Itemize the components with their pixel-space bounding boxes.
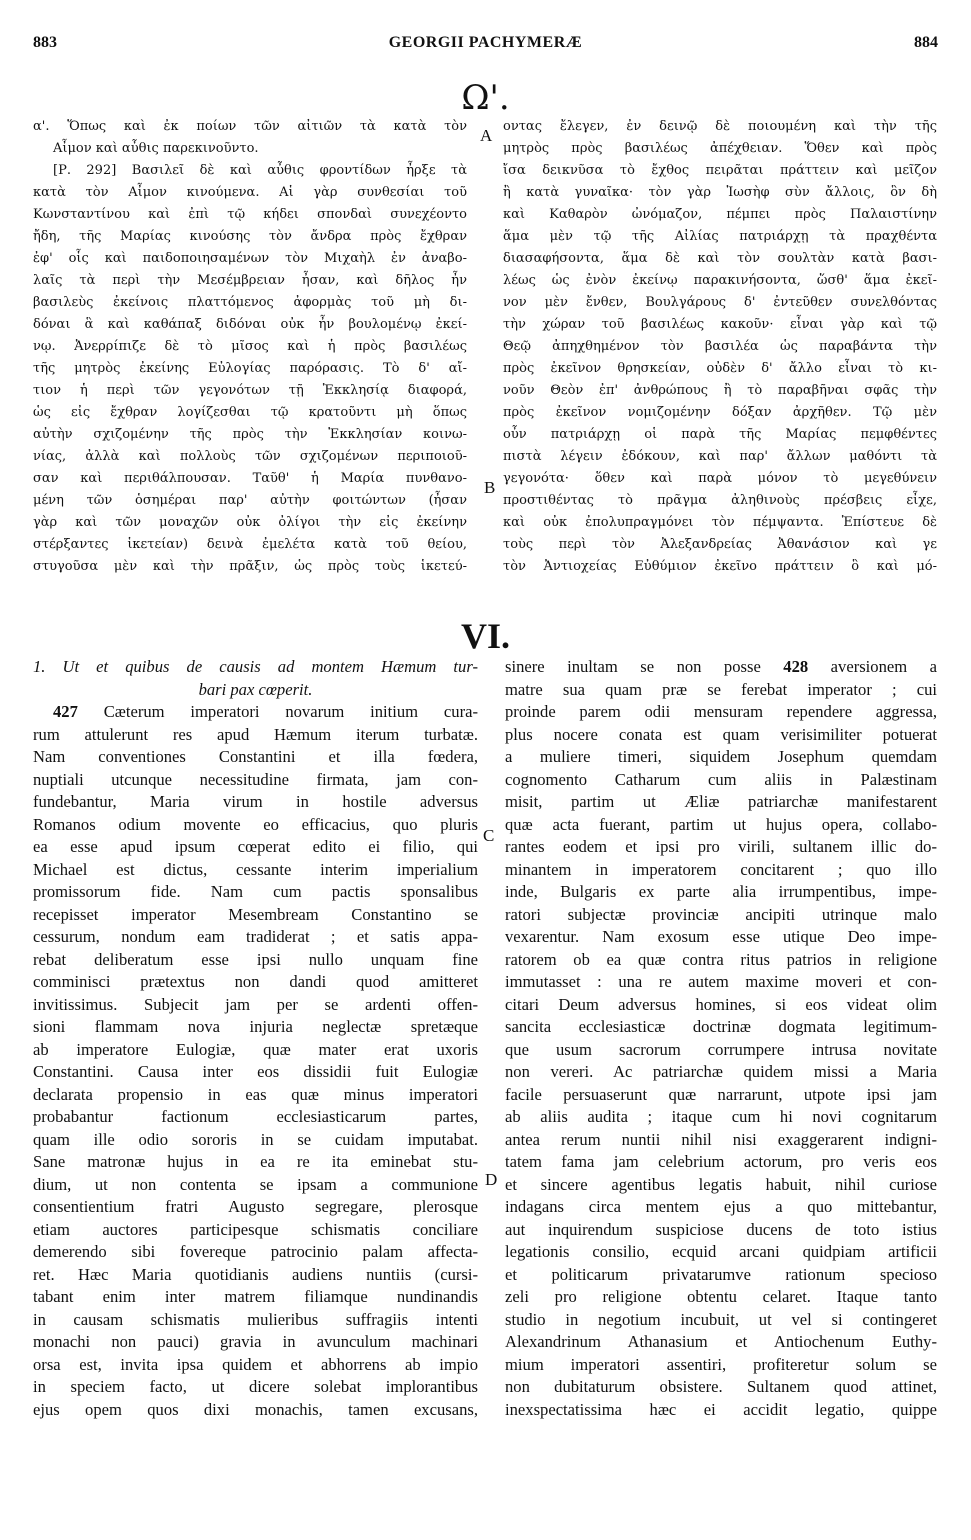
text-line: cognomento Catharum cum aliis in Palæstinam	[505, 769, 937, 789]
text-line: fundebantur, Maria virum in hostile adversus	[33, 792, 478, 811]
text-line: Michael est dictus, cessante interim imperialium	[33, 859, 478, 879]
text-line: πρὸς ἐκεῖνον θρησκείαν, οὐδὲν δ' ἄλλο εἶναι τὸ κι-	[503, 361, 937, 376]
text-line: ὡς εἰς ἔχθραν λογίζεσθαι τῷ κρατοῦντι μὴ ὅπως	[33, 405, 467, 420]
text-line: quam ille odio sororis in se cuidam imputabat.	[33, 1129, 478, 1149]
text-line: Θεῷ ἀπηχθημένον τὸν βασιλέα ὡς παραβάντα τὴν	[503, 339, 937, 354]
text-line: minantem in imperatorem concitarent ; quo illo	[505, 859, 937, 879]
text-line: inexspectatissima hæc ei accidit legatio, quippe	[505, 1399, 937, 1419]
text-line: μένη τῶν ὁσημέραι παρ' αὐτὴν φοιτώντων (ἦσαν	[33, 493, 467, 508]
text-line: λέως ὡς ἐνὸν ἐκείνῳ παρακινήσοντα, ὥσθ' ἅμα ἐκεῖ-	[503, 273, 937, 288]
section-number: 428	[783, 657, 809, 676]
latin-column-left	[33, 656, 478, 1421]
text-line: orsa est, invita ipsa quidem et abhorrens ab impio	[33, 1354, 478, 1374]
text-line: nuptiali utcunque necessitudine firmata, jam con-	[33, 769, 478, 789]
text-line: ab imperatore Eulogiæ, quæ mater erat uxoris	[33, 1039, 478, 1059]
text-line: mium imperatori assentiri, profiteretur solum se	[505, 1354, 937, 1374]
text-line: non vereri. Ac patriarchæ quidem missi a Maria	[505, 1062, 937, 1081]
latin-book-heading: VI.	[460, 616, 510, 656]
text-line: οὖν πατριάρχῃ οἱ παρὰ τῆς Μαρίας πεμφθέντες	[503, 427, 937, 442]
text-line: α'. Ὅπως καὶ ἐκ ποίων τῶν αἰτιῶν τὰ κατὰ τὸν	[33, 119, 467, 134]
text-line: τιον ἡ περὶ τῶν γεγονότων τῇ Ἐκκλησίᾳ διαφορά,	[33, 383, 467, 398]
margin-letter-c: C	[483, 826, 495, 845]
page-number-left: 883	[33, 34, 57, 51]
text-line: inde, Bulgaris ex parte alia irrumpentibus, impe-	[505, 882, 937, 901]
text-line: ab aliis audita ; itaque cum hi novi cognitarum	[505, 1107, 937, 1126]
text-line: Αἶμον καὶ αὖθις παρεκινοῦντο.	[53, 141, 259, 156]
text-line: βασιλεὺς ἐκείνοις πλαττόμενος ἀφορμὰς τοῦ μὴ δι-	[33, 295, 467, 310]
text-line: tatem fama jam celebrium actorum, pro veris eos	[505, 1152, 937, 1171]
text-line: πιστὰ λέγειν ἐδόκουν, καὶ παρ' ἄλλων μαθόντι τὰ	[503, 449, 937, 464]
text-line: comminisci prætextus non dandi quod amitteret	[33, 972, 478, 991]
text-line: proinde parem odii mensuram rependere aggressa,	[505, 702, 937, 721]
text-line: καὶ οὐκ ἐπολυπραγμόνει τὸν πέμψαντα. Ἐπίστευε δὲ	[503, 515, 937, 530]
text-line: ejus opem quos dixi monachis, tamen excusans,	[33, 1399, 478, 1419]
text-line: οντας ἔλεγεν, ἐν δεινῷ δὲ ποιουμένη καὶ τὴν τῆς	[503, 119, 937, 134]
text-line: promissorum fide. Nam cum pactis sponsalibus	[33, 882, 478, 901]
text-line: νίας, ἀλλὰ καὶ πολλοὺς τῶν σχιζομένων περιποιοῦ-	[33, 449, 467, 464]
text-line: ἐφ' οἷς καὶ παιδοποιησαμένων τὸν Μιχαὴλ ἐν ἀναβο-	[33, 251, 467, 266]
text-line: cessurum, nondum eam tradiderat ; et satis appa-	[33, 927, 478, 946]
greek-column-right	[503, 116, 937, 578]
text-line: Κωνσταντίνου καὶ ἐπὶ τῷ κήδει σπονδαὶ συνεχέοντο	[33, 207, 467, 222]
text-line: προστιθέντας τὸ πρᾶγμα ἀληθινοὺς πρέσβεις εἶχε,	[503, 493, 937, 508]
text-line: Alexandrinum Athanasium et Antiochenum Euthy-	[505, 1332, 937, 1351]
text-line: antea rerum nuntii nihil nisi exaggerarent indigni-	[505, 1129, 937, 1149]
text-line: rum attulerunt res apud Hæmum iterum turbatæ.	[33, 724, 478, 744]
page-number-right: 884	[914, 34, 938, 51]
section-number: 427	[53, 702, 78, 721]
text-line: a muliere timeri, siquidem Josephum quemdam	[505, 747, 937, 766]
text-line: non dubitaturum obsistere. Sultanem quod attinet,	[505, 1377, 937, 1396]
text-line: στέρξαντες ἱκετείαν) δεινὰ ἐμελέτα κατὰ τοῦ θείου,	[33, 537, 467, 552]
text-line: ea esse apud ipsum cœperat edito ei filio, qui	[33, 837, 478, 856]
text-line: misit, partim ut Æliæ patriarchæ manifestarent	[505, 792, 937, 811]
text-line: ἤδη, τῆς Μαρίας κινούσης τὸν ἄνδρα πρὸς ἔχθραν	[33, 229, 467, 244]
text-line: matre sua quam præ se ferebat imperator ; cui	[505, 679, 937, 699]
text-line: νον μὲν ἔνθεν, Βουλγάρους δ' ἐντεῦθεν συνελθόντας	[503, 295, 937, 310]
text-line: sioni flammam nova injuria neglectæ spretæque	[33, 1017, 478, 1036]
running-title: GEORGII PACHYMERÆ	[388, 34, 583, 51]
text-line: διασαφήσοντα, ἅμα δὲ καὶ τὸν σουλτὰν κατὰ βασι-	[503, 251, 937, 266]
text-line: στυγοῦσα μὲν καὶ τὴν πρᾶξιν, ὡς πρὸς τοὺς ἱκετεύ-	[33, 559, 467, 574]
text-line: facile persuaserunt quæ narrarunt, utpote ipsi jam	[505, 1084, 937, 1104]
text-line: δόναι ἃ καὶ καθάπαξ διδόναι οὐκ ἦν βουλομένῳ ἐκεί-	[33, 317, 467, 332]
text-line: in speciem facto, ut dicere solebat implorantibus	[33, 1377, 478, 1396]
text-line: in causam schismatis mulieribus suffragiis intenti	[33, 1309, 478, 1329]
greek-column-left	[33, 116, 467, 578]
text-line: ratori subjectæ provinciæ ancipiti utrinque malo	[505, 904, 937, 924]
text-line: τὸν Ἀντιοχείας Εὐθύμιον ἐκεῖνο πράττειν ὃ καὶ μό-	[503, 559, 937, 574]
text-line: ἢ κατὰ γυναῖκα· τὸν γὰρ Ἰωσὴφ σὺν ἄλλοις, ὃν δὴ	[503, 185, 937, 200]
text-line: et sincere agentibus legatis habuit, nihil curiose	[505, 1174, 937, 1194]
text-line: studio in negotium incubuit, ut vel si contingeret	[505, 1309, 937, 1329]
text-line: probabantur factionum ecclesiasticarum partes,	[33, 1107, 478, 1126]
text-line: μητρὸς πρὸς βασιλέως ἀπέχθειαν. Ὅθεν καὶ πρὸς	[503, 141, 937, 156]
text-line: καὶ Καθαρὸν ὠνόμαζον, πέμπει πρὸς Παλαιστίνην	[503, 207, 937, 222]
text-line: aut inquirendum suspiciose ducens de toto istius	[505, 1219, 937, 1239]
text-line: etiam auctores participesque schismatis conciliare	[33, 1219, 478, 1239]
text-line: vexarentur. Nam exosum esse utique Deo impe-	[505, 927, 937, 946]
text-line: rebat deliberatum esse ipsi nullo unquam fine	[33, 949, 478, 969]
text-line: σαν καὶ περιθάλπουσαν. Ταῦθ' ἡ Μαρία πυνθανο-	[33, 471, 467, 486]
margin-letter-d: D	[485, 1170, 498, 1189]
text-line: ἅμα μὲν τῷ τῆς Αἰλίας πατριάρχῃ τὰ πραχθέντα	[503, 229, 937, 244]
text-line: γὰρ καὶ τῶν μοναχῶν οὐκ ὀλίγοι τὴν εἰς ἐκείνην	[33, 515, 467, 530]
text-line: κατὰ τὸν Αἶμον κινούμενα. Αἱ γὰρ συνθεσίαι τοῦ	[33, 185, 467, 200]
text-line: νοῦν Θεὸν ἐπ' ἀνθρώπους ἢ τὸ παραβῆναι σφᾶς τὴν	[503, 383, 937, 398]
text-line: legationis consilio, ecquid arcani quidpiam artificii	[505, 1242, 937, 1261]
text-line: indagans circa mentem ejus a quo mittebantur,	[505, 1197, 937, 1216]
margin-letter-b: B	[484, 478, 496, 497]
text-line: sancita ecclesiasticæ doctrinæ dogmata legitimum-	[505, 1017, 937, 1036]
greek-book-heading: Ω'.	[461, 78, 510, 118]
text-line: τὴν χώραν τοῦ βασιλέως κακοῦν· εἶναι γὰρ καὶ τῷ	[503, 317, 937, 332]
text-line: plus nocere conata est quam verisimiliter potuerat	[505, 724, 937, 744]
text-line: ratorem ob ea quæ contra ritus patrios in religione	[505, 949, 937, 969]
text-line: ret. Hæc Maria quotidianis audiens nuntiis (cursi-	[33, 1264, 478, 1284]
text-line: que usum sacrorum corrumpere intrusa novitate	[505, 1039, 937, 1059]
text-line: consentientium fratri Augusto segregare, plerosque	[33, 1197, 478, 1216]
text-line: bari pax cœperit.	[198, 679, 313, 699]
text-line: immutasset : una re autem maxime moveri et con-	[505, 972, 937, 991]
text-line: Sane matronæ hujus in ea re ita eminebat stu-	[33, 1152, 478, 1171]
text-line: πρὸς ἐκεῖνον νομιζομένην δόξαν ἀρχῆθεν. Τῷ μὲν	[503, 405, 937, 420]
text-line: ἴσα δεικνῦσα τὸ ἔχθος πειρᾶται πράττειν καὶ μεῖζον	[503, 163, 937, 178]
text-line: zeli pro religione obtentu celaret. Itaque tanto	[505, 1287, 937, 1306]
text-line: sinere inultam se non posse 428 aversionem a	[505, 657, 937, 676]
text-line: 1. Ut et quibus de causis ad montem Hæmum tur-	[33, 657, 478, 676]
text-line: rantes eodem et ipsi pro virili, sultanem illic do-	[505, 837, 937, 856]
text-line: γεγονότα· ὅθεν καὶ παρὰ μόνον τὸ μεγεθύνειν	[503, 471, 937, 486]
text-line: monachi non pauci) gravia in avunculum machinari	[33, 1332, 478, 1351]
latin-column-right	[505, 656, 937, 1421]
text-line: τοὺς περὶ τὸν Ἀλεξανδρείας Ἀθανάσιον καὶ γε	[503, 537, 937, 552]
text-line: quæ acta fuerant, partim ut hujus opera, collabo-	[505, 814, 937, 834]
text-line: citari Deum adversus homines, si eos videat olim	[505, 994, 937, 1014]
text-line: νῳ. Ἀνερρίπιζε δὲ τὸ μῖσος καὶ ἡ πρὸς βασιλέως	[33, 339, 467, 354]
text-line: Constantini. Causa inter eos dissidii fuit Eulogiæ	[33, 1062, 478, 1081]
text-line: 427 Cæterum imperatori novarum initium cura-	[53, 702, 478, 721]
text-line: et politicarum privatarumve rationum specioso	[505, 1264, 937, 1284]
text-line: Nam conventiones Constantini et illa fœdera,	[33, 747, 478, 766]
margin-letter-a: A	[480, 126, 493, 145]
text-line: tabant enim inter matrem filiamque nundinandis	[33, 1287, 478, 1306]
text-line: invitissimus. Subjecit jam per se ardenti offen-	[33, 994, 478, 1014]
text-line: recepisset imperator Mesembream Constantino se	[33, 904, 478, 924]
text-line: Romanos odium movente eo efficacius, quo pluris	[33, 814, 478, 834]
running-header	[33, 34, 938, 54]
text-line: declarata propensio in eas quæ minus imperatori	[33, 1084, 478, 1104]
text-line: [Ρ. 292] Βασιλεῖ δὲ καὶ αὖθις φροντίδων ἦρξε τὰ	[53, 163, 467, 178]
text-line: αὐτὴν σχιζομένην τῆς πρὸς τὴν Ἐκκλησίαν κοινω-	[33, 427, 467, 442]
text-line: dium, ut non contenta se ipsam a communione	[33, 1174, 478, 1194]
text-line: τῆς μητρὸς ἐκείνης Εὐλογίας παρόρασις. Τὸ δ' αἴ-	[33, 361, 467, 376]
text-line: demerendo sibi fovereque patrocinio palam affecta-	[33, 1242, 478, 1261]
text-line: λαῖς τὰ περὶ τὴν Μεσέμβρειαν ἦσαν, καὶ δῆλος ἦν	[33, 273, 467, 288]
